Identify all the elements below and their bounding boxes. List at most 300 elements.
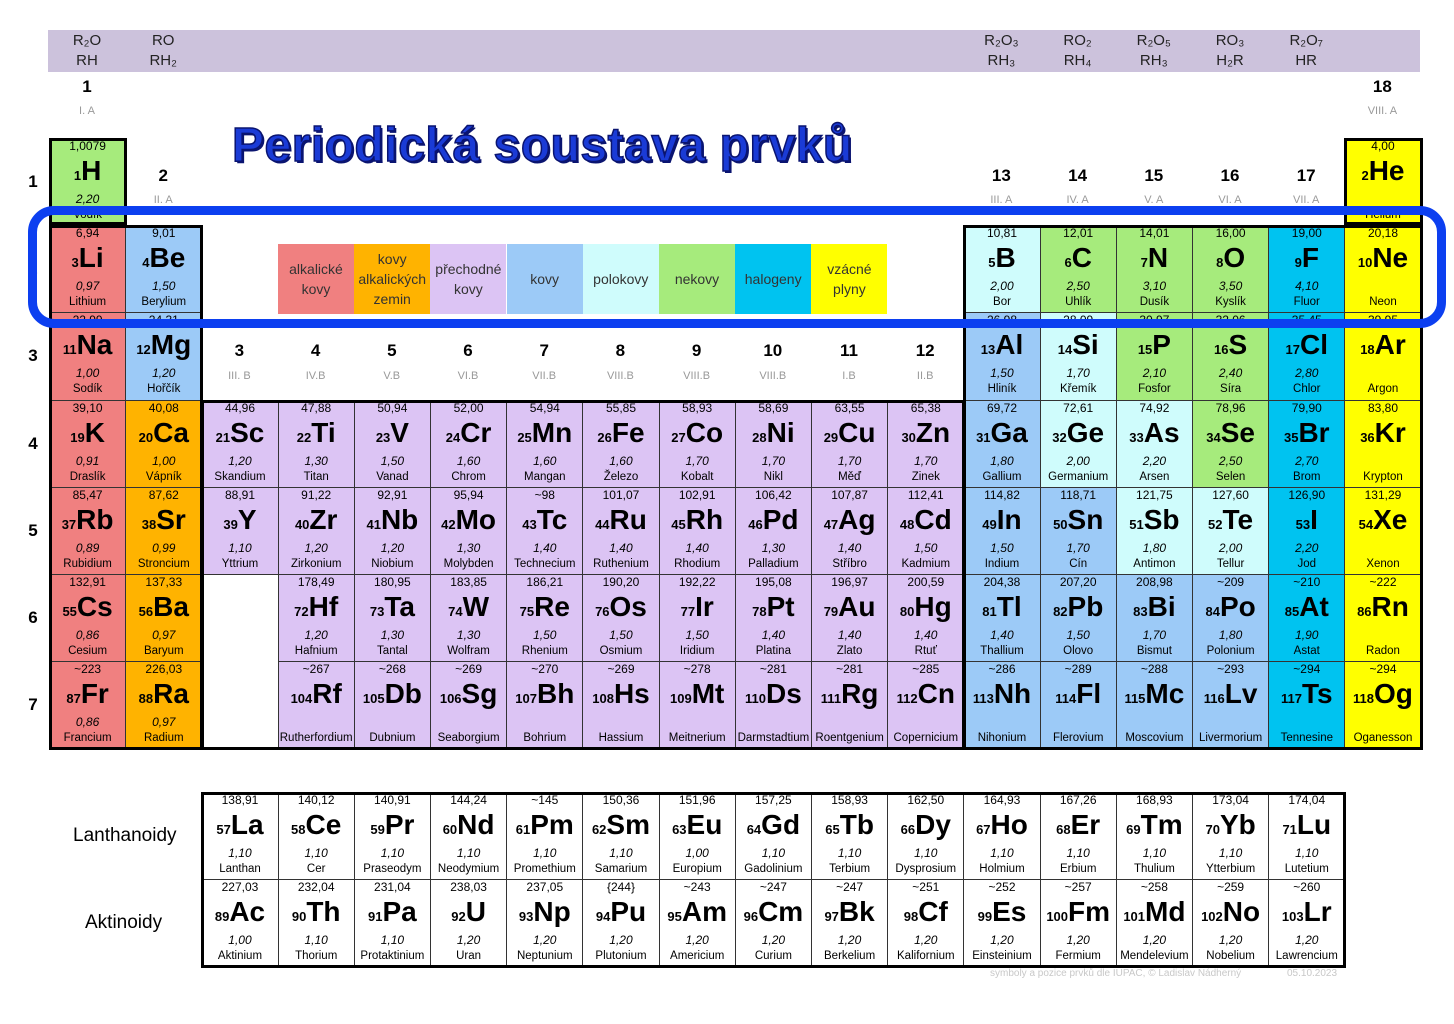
element-cell-dy[interactable] bbox=[887, 792, 964, 880]
element-cell-mt[interactable] bbox=[659, 661, 736, 749]
element-symbol-wrap bbox=[355, 806, 430, 849]
atomic-mass: ~269 bbox=[455, 662, 483, 677]
element-symbol: Ac bbox=[229, 896, 266, 927]
electronegativity: 1,00 bbox=[685, 846, 709, 860]
atomic-mass: 131,29 bbox=[1364, 487, 1402, 502]
element-symbol: Ce bbox=[305, 809, 342, 840]
element-cell-np[interactable] bbox=[506, 879, 583, 967]
element-cell-po[interactable] bbox=[1192, 574, 1269, 662]
atomic-number: 21 bbox=[215, 429, 231, 445]
electronegativity: 1,60 bbox=[609, 453, 633, 468]
element-cell-tb[interactable] bbox=[811, 792, 888, 880]
electronegativity: 1,00 bbox=[228, 933, 252, 947]
atomic-mass: 74,92 bbox=[1139, 400, 1170, 415]
atomic-number: 83 bbox=[1133, 604, 1148, 619]
element-cell-sm[interactable] bbox=[582, 792, 659, 880]
atomic-mass: 195,08 bbox=[755, 575, 792, 589]
element-name: Niobium bbox=[371, 557, 414, 570]
element-name: Gallium bbox=[982, 470, 1022, 483]
atomic-number: 94 bbox=[595, 909, 611, 924]
element-symbol: Fr bbox=[80, 678, 109, 710]
hydride-formula: H₂R bbox=[1216, 52, 1244, 69]
atomic-mass: 168,93 bbox=[1136, 793, 1173, 807]
element-name: Neodymium bbox=[437, 863, 500, 875]
element-cell-sr[interactable] bbox=[125, 487, 202, 575]
element-name: Neptunium bbox=[516, 950, 573, 962]
element-name: Moscovium bbox=[1125, 732, 1184, 745]
element-cell-bi[interactable] bbox=[1116, 574, 1193, 662]
atomic-number: 55 bbox=[62, 604, 77, 619]
atomic-number: 41 bbox=[366, 516, 381, 532]
element-name: Tennesine bbox=[1280, 732, 1333, 745]
element-symbol: Zn bbox=[915, 416, 951, 448]
element-symbol: Si bbox=[1072, 329, 1099, 361]
group-roman-9: VIII.B bbox=[683, 370, 711, 382]
element-symbol: Sg bbox=[461, 678, 498, 710]
element-symbol: N bbox=[1147, 242, 1169, 274]
element-name: Molybden bbox=[443, 557, 494, 570]
element-symbol: Fl bbox=[1076, 678, 1102, 710]
electronegativity: 1,80 bbox=[1142, 540, 1167, 555]
element-symbol-wrap bbox=[1193, 675, 1268, 718]
group-number-8: 8 bbox=[615, 341, 626, 360]
atomic-mass: 200,59 bbox=[907, 575, 945, 589]
atomic-mass: 1,0079 bbox=[69, 139, 106, 153]
element-cell-db[interactable] bbox=[354, 661, 431, 749]
element-cell-hg[interactable] bbox=[887, 574, 964, 662]
element-name: Hafnium bbox=[294, 645, 338, 657]
atomic-number: 113 bbox=[972, 691, 994, 707]
element-cell-nh[interactable] bbox=[963, 661, 1040, 749]
element-symbol: F bbox=[1301, 242, 1319, 274]
element-symbol-wrap bbox=[1193, 588, 1268, 631]
element-symbol-wrap bbox=[888, 501, 963, 544]
electronegativity: 1,30 bbox=[761, 540, 786, 555]
element-cell-ge[interactable] bbox=[1040, 400, 1117, 488]
element-cell-nd[interactable] bbox=[430, 792, 507, 880]
element-symbol-wrap bbox=[1041, 675, 1116, 718]
element-cell-cd[interactable] bbox=[887, 487, 964, 575]
element-cell-lu[interactable] bbox=[1268, 792, 1345, 880]
element-symbol: Db bbox=[384, 678, 422, 710]
element-symbol: Sc bbox=[230, 416, 265, 448]
element-symbol-wrap bbox=[812, 414, 887, 457]
element-cell-ag[interactable] bbox=[811, 487, 888, 575]
electronegativity: 1,10 bbox=[380, 933, 405, 947]
element-cell-md[interactable] bbox=[1116, 879, 1193, 967]
element-cell-am[interactable] bbox=[659, 879, 736, 967]
element-cell-nb[interactable] bbox=[354, 487, 431, 575]
element-name: Jod bbox=[1297, 557, 1317, 570]
electronegativity: 1,40 bbox=[837, 628, 862, 642]
element-name: Thallium bbox=[980, 645, 1024, 657]
atomic-mass: ~269 bbox=[607, 662, 635, 677]
element-symbol-wrap bbox=[964, 675, 1039, 718]
electronegativity: 1,50 bbox=[609, 628, 633, 642]
electronegativity: 1,10 bbox=[228, 846, 252, 860]
atomic-number: 38 bbox=[141, 516, 157, 532]
element-cell-ac[interactable] bbox=[201, 879, 278, 967]
element-symbol: Mc bbox=[1145, 678, 1185, 710]
atomic-mass: ~257 bbox=[1064, 880, 1092, 894]
element-cell-co[interactable] bbox=[659, 400, 736, 488]
atomic-number: 45 bbox=[671, 516, 686, 532]
element-cell-yb[interactable] bbox=[1192, 792, 1269, 880]
element-symbol: Ra bbox=[153, 678, 189, 710]
atomic-mass: ~281 bbox=[759, 662, 787, 677]
element-symbol-wrap bbox=[660, 588, 735, 631]
element-cell-k[interactable] bbox=[49, 400, 126, 488]
atomic-number: 2 bbox=[1361, 168, 1369, 183]
atomic-number: 40 bbox=[294, 516, 310, 532]
electronegativity: 2,80 bbox=[1295, 366, 1319, 381]
element-cell-th[interactable] bbox=[278, 879, 355, 967]
atomic-mass: 173,04 bbox=[1212, 793, 1249, 807]
element-symbol-wrap bbox=[964, 893, 1039, 936]
element-symbol: Cn bbox=[917, 678, 955, 710]
element-cell-ba[interactable] bbox=[125, 574, 202, 662]
atomic-mass: 22,99 bbox=[72, 313, 103, 328]
legend-polo: polokovy bbox=[583, 244, 659, 314]
element-cell-w[interactable] bbox=[430, 574, 507, 662]
atomic-number: 108 bbox=[592, 691, 614, 707]
group-roman-7: VII.B bbox=[532, 370, 557, 382]
element-cell-sb[interactable] bbox=[1116, 487, 1193, 575]
element-symbol: Co bbox=[685, 416, 724, 448]
element-cell-pr[interactable] bbox=[354, 792, 431, 880]
element-symbol: Pu bbox=[610, 896, 647, 927]
element-name: Titan bbox=[303, 470, 329, 483]
element-cell-rg[interactable] bbox=[811, 661, 888, 749]
element-cell-ra[interactable] bbox=[125, 661, 202, 749]
atomic-number: 105 bbox=[362, 691, 385, 707]
electronegativity: 2,20 bbox=[75, 192, 100, 206]
element-symbol: Es bbox=[992, 896, 1027, 927]
legend-prech: přechodné kovy bbox=[430, 244, 506, 314]
element-symbol-wrap bbox=[964, 588, 1039, 631]
atomic-mass: ~247 bbox=[759, 880, 787, 894]
element-cell-rf[interactable] bbox=[278, 661, 355, 749]
element-cell-fe[interactable] bbox=[582, 400, 659, 488]
element-cell-eu[interactable] bbox=[659, 792, 736, 880]
element-cell-cm[interactable] bbox=[735, 879, 812, 967]
element-cell-cu[interactable] bbox=[811, 400, 888, 488]
element-cell-u[interactable] bbox=[430, 879, 507, 967]
electronegativity: 1,20 bbox=[533, 933, 557, 947]
element-cell-i[interactable] bbox=[1268, 487, 1345, 575]
element-cell-er[interactable] bbox=[1040, 792, 1117, 880]
element-cell-ds[interactable] bbox=[735, 661, 812, 749]
element-cell-lr[interactable] bbox=[1268, 879, 1345, 967]
element-symbol: Ni bbox=[766, 416, 795, 448]
element-cell-te[interactable] bbox=[1192, 487, 1269, 575]
atomic-number: 6 bbox=[1064, 255, 1072, 271]
atomic-mass: 6,94 bbox=[75, 226, 100, 241]
element-cell-tl[interactable] bbox=[963, 574, 1040, 662]
electronegativity: 2,40 bbox=[1218, 366, 1243, 381]
element-cell-ti[interactable] bbox=[278, 400, 355, 488]
atomic-mass: 87,62 bbox=[148, 487, 179, 502]
element-cell-pd[interactable] bbox=[735, 487, 812, 575]
atomic-number: 35 bbox=[1283, 429, 1299, 445]
element-cell-bk[interactable] bbox=[811, 879, 888, 967]
element-cell-pa[interactable] bbox=[354, 879, 431, 967]
element-cell-rh[interactable] bbox=[659, 487, 736, 575]
element-cell-as[interactable] bbox=[1116, 400, 1193, 488]
atomic-number: 84 bbox=[1205, 604, 1220, 619]
atomic-number: 60 bbox=[442, 822, 458, 837]
element-symbol-wrap bbox=[507, 501, 582, 544]
element-cell-br[interactable] bbox=[1268, 400, 1345, 488]
element-name: Vápník bbox=[145, 470, 182, 483]
atomic-number: 39 bbox=[223, 516, 238, 532]
atomic-number: 46 bbox=[748, 516, 763, 532]
atomic-number: 12 bbox=[136, 342, 151, 358]
element-cell-zr[interactable] bbox=[278, 487, 355, 575]
element-symbol-wrap bbox=[583, 588, 658, 631]
element-cell-pb[interactable] bbox=[1040, 574, 1117, 662]
page-title: Periodická soustava prvků bbox=[232, 119, 853, 172]
element-cell-v[interactable] bbox=[354, 400, 431, 488]
element-symbol-wrap bbox=[50, 414, 125, 457]
atomic-number: 70 bbox=[1205, 822, 1220, 837]
atomic-number: 66 bbox=[900, 822, 916, 837]
atomic-mass: ~288 bbox=[1140, 662, 1168, 677]
element-symbol: Os bbox=[609, 591, 647, 622]
group-number-6: 6 bbox=[463, 341, 473, 360]
element-symbol-wrap bbox=[1041, 501, 1116, 544]
atomic-mass: 151,96 bbox=[678, 793, 716, 807]
element-cell-rb[interactable] bbox=[49, 487, 126, 575]
element-cell-tm[interactable] bbox=[1116, 792, 1193, 880]
atomic-number: 22 bbox=[296, 429, 312, 445]
electronegativity: 1,30 bbox=[456, 628, 481, 642]
element-name: Neon bbox=[1369, 296, 1397, 309]
element-cell-ru[interactable] bbox=[582, 487, 659, 575]
atomic-mass: 190,20 bbox=[602, 575, 640, 589]
atomic-number: 69 bbox=[1126, 822, 1141, 837]
atomic-number: 116 bbox=[1203, 691, 1225, 707]
electronegativity: 1,70 bbox=[1066, 540, 1090, 555]
atomic-mass: 196,97 bbox=[831, 575, 868, 589]
element-cell-xe[interactable] bbox=[1344, 487, 1421, 575]
element-name: Lawrencium bbox=[1275, 950, 1338, 962]
element-cell-no[interactable] bbox=[1192, 879, 1269, 967]
group-number-18: 18 bbox=[1372, 77, 1392, 96]
element-name: Draslík bbox=[69, 470, 106, 483]
element-symbol: Mn bbox=[531, 416, 573, 448]
element-symbol: Er bbox=[1070, 809, 1101, 840]
element-name: Meitnerium bbox=[668, 732, 726, 745]
atomic-number: 75 bbox=[519, 604, 535, 619]
element-cell-at[interactable] bbox=[1268, 574, 1345, 662]
atomic-mass: 140,91 bbox=[374, 793, 411, 807]
element-cell-pm[interactable] bbox=[506, 792, 583, 880]
element-cell-sn[interactable] bbox=[1040, 487, 1117, 575]
element-name: Chlor bbox=[1293, 383, 1321, 396]
electronegativity: 0,97 bbox=[75, 279, 100, 294]
element-symbol-wrap bbox=[126, 414, 201, 457]
atomic-number: 96 bbox=[743, 909, 759, 924]
atomic-mass: 227,03 bbox=[221, 880, 259, 894]
actinoids-label: Aktinoidy bbox=[85, 912, 163, 933]
element-name: Železo bbox=[603, 470, 639, 483]
element-cell-ho[interactable] bbox=[963, 792, 1040, 880]
element-name: Mangan bbox=[524, 470, 566, 483]
element-cell-bh[interactable] bbox=[506, 661, 583, 749]
element-cell-cs[interactable] bbox=[49, 574, 126, 662]
element-cell-cf[interactable] bbox=[887, 879, 964, 967]
atomic-mass: 12,01 bbox=[1063, 226, 1094, 241]
atomic-number: 65 bbox=[825, 822, 840, 837]
element-cell-mo[interactable] bbox=[430, 487, 507, 575]
atomic-number: 99 bbox=[977, 909, 993, 924]
element-cell-ta[interactable] bbox=[354, 574, 431, 662]
element-symbol: La bbox=[230, 809, 264, 840]
element-symbol-wrap bbox=[812, 675, 887, 718]
element-cell-re[interactable] bbox=[506, 574, 583, 662]
element-cell-kr[interactable] bbox=[1344, 400, 1421, 488]
element-cell-zn[interactable] bbox=[887, 400, 964, 488]
legend-vzac: vzácné plyny bbox=[811, 244, 887, 314]
atomic-number: 14 bbox=[1057, 342, 1073, 358]
atomic-mass: 186,21 bbox=[526, 575, 564, 589]
period-number-4: 4 bbox=[28, 433, 38, 453]
electronegativity: 1,80 bbox=[990, 453, 1014, 468]
atomic-number: 72 bbox=[294, 604, 309, 619]
element-cell-cr[interactable] bbox=[430, 400, 507, 488]
electronegativity: 1,10 bbox=[914, 846, 938, 860]
atomic-number: 24 bbox=[445, 429, 461, 445]
element-name: Tantal bbox=[377, 645, 408, 657]
element-symbol-wrap bbox=[355, 588, 430, 631]
element-cell-sc[interactable] bbox=[201, 400, 278, 488]
element-cell-mn[interactable] bbox=[506, 400, 583, 488]
atomic-number: 78 bbox=[752, 604, 767, 619]
element-cell-pu[interactable] bbox=[582, 879, 659, 967]
oxide-formula-top: R₂O₃ bbox=[984, 32, 1019, 49]
element-cell-es[interactable] bbox=[963, 879, 1040, 967]
element-name: Germanium bbox=[1048, 470, 1109, 483]
element-symbol: Cm bbox=[758, 896, 804, 927]
element-symbol: Am bbox=[681, 896, 727, 927]
element-symbol: Cd bbox=[914, 503, 952, 535]
element-symbol: Zr bbox=[309, 503, 338, 535]
element-symbol: Pb bbox=[1067, 591, 1104, 622]
element-cell-mc[interactable] bbox=[1116, 661, 1193, 749]
element-cell-fr[interactable] bbox=[49, 661, 126, 749]
element-name: Dusík bbox=[1139, 296, 1170, 309]
element-cell-os[interactable] bbox=[582, 574, 659, 662]
element-cell-rn[interactable] bbox=[1344, 574, 1421, 662]
element-symbol: C bbox=[1071, 242, 1092, 274]
element-cell-fl[interactable] bbox=[1040, 661, 1117, 749]
element-cell-au[interactable] bbox=[811, 574, 888, 662]
atomic-mass: 4,00 bbox=[1371, 139, 1395, 153]
element-symbol: Pt bbox=[766, 591, 795, 622]
atomic-number: 59 bbox=[370, 822, 385, 837]
atomic-number: 47 bbox=[823, 516, 839, 532]
element-name: Berkelium bbox=[824, 950, 876, 962]
legend-kovy: kovy bbox=[507, 244, 583, 314]
element-cell-ts[interactable] bbox=[1268, 661, 1345, 749]
group-roman-10: VIII.B bbox=[759, 370, 787, 382]
electronegativity: 1,10 bbox=[380, 846, 405, 860]
element-cell-la[interactable] bbox=[201, 792, 278, 880]
element-name: Rhenium bbox=[521, 645, 568, 657]
atomic-mass: ~285 bbox=[912, 662, 940, 677]
element-symbol: S bbox=[1228, 329, 1248, 361]
element-cell-cn[interactable] bbox=[887, 661, 964, 749]
element-cell-ce[interactable] bbox=[278, 792, 355, 880]
element-name: Kadmium bbox=[901, 557, 951, 570]
atomic-number: 17 bbox=[1285, 342, 1301, 358]
element-symbol-wrap bbox=[812, 806, 887, 849]
period-number-3: 3 bbox=[28, 346, 38, 366]
element-symbol: Eu bbox=[686, 809, 723, 840]
element-cell-se[interactable] bbox=[1192, 400, 1269, 488]
element-cell-hf[interactable] bbox=[278, 574, 355, 662]
element-cell-y[interactable] bbox=[201, 487, 278, 575]
element-cell-gd[interactable] bbox=[735, 792, 812, 880]
element-cell-og[interactable] bbox=[1344, 661, 1421, 749]
element-cell-fm[interactable] bbox=[1040, 879, 1117, 967]
atomic-number: 100 bbox=[1046, 909, 1069, 924]
electronegativity: 3,10 bbox=[1142, 279, 1167, 294]
hydride-formula: RH₂ bbox=[149, 52, 177, 69]
element-name: Plutonium bbox=[595, 950, 647, 962]
element-symbol-wrap bbox=[1117, 501, 1192, 544]
electronegativity: 2,00 bbox=[1218, 540, 1243, 555]
element-symbol-wrap bbox=[812, 588, 887, 631]
element-cell-ir[interactable] bbox=[659, 574, 736, 662]
group-number-3: 3 bbox=[234, 341, 245, 360]
electronegativity: 1,50 bbox=[990, 366, 1014, 381]
element-symbol-wrap bbox=[1269, 675, 1344, 718]
element-symbol-wrap bbox=[812, 893, 887, 936]
element-cell-sg[interactable] bbox=[430, 661, 507, 749]
element-name: Vodík bbox=[73, 209, 102, 221]
atomic-number: 7 bbox=[1140, 255, 1148, 271]
group-number-7: 7 bbox=[539, 341, 549, 360]
atomic-mass: 44,96 bbox=[224, 400, 255, 415]
atomic-number: 43 bbox=[522, 516, 537, 532]
element-symbol: Se bbox=[1220, 416, 1255, 448]
atomic-mass: 238,03 bbox=[450, 880, 487, 894]
element-symbol-wrap bbox=[1269, 806, 1344, 849]
element-name: Uran bbox=[456, 950, 482, 962]
electronegativity: 1,20 bbox=[761, 933, 786, 947]
element-cell-hs[interactable] bbox=[582, 661, 659, 749]
element-cell-pt[interactable] bbox=[735, 574, 812, 662]
atomic-number: 26 bbox=[597, 429, 612, 445]
electronegativity: 1,20 bbox=[1218, 933, 1243, 947]
element-symbol-wrap bbox=[583, 893, 658, 936]
atomic-mass: 9,01 bbox=[152, 226, 176, 241]
atomic-number: 86 bbox=[1357, 604, 1372, 619]
electronegativity: 1,40 bbox=[761, 628, 786, 642]
element-cell-in[interactable] bbox=[963, 487, 1040, 575]
atomic-mass: 58,93 bbox=[682, 400, 713, 415]
element-symbol: Nd bbox=[457, 809, 495, 840]
electronegativity: 1,10 bbox=[533, 846, 557, 860]
element-cell-ca[interactable] bbox=[125, 400, 202, 488]
element-cell-ga[interactable] bbox=[963, 400, 1040, 488]
element-name: Křemík bbox=[1059, 383, 1097, 396]
element-cell-tc[interactable] bbox=[506, 487, 583, 575]
element-cell-ni[interactable] bbox=[735, 400, 812, 488]
element-cell-lv[interactable] bbox=[1192, 661, 1269, 749]
